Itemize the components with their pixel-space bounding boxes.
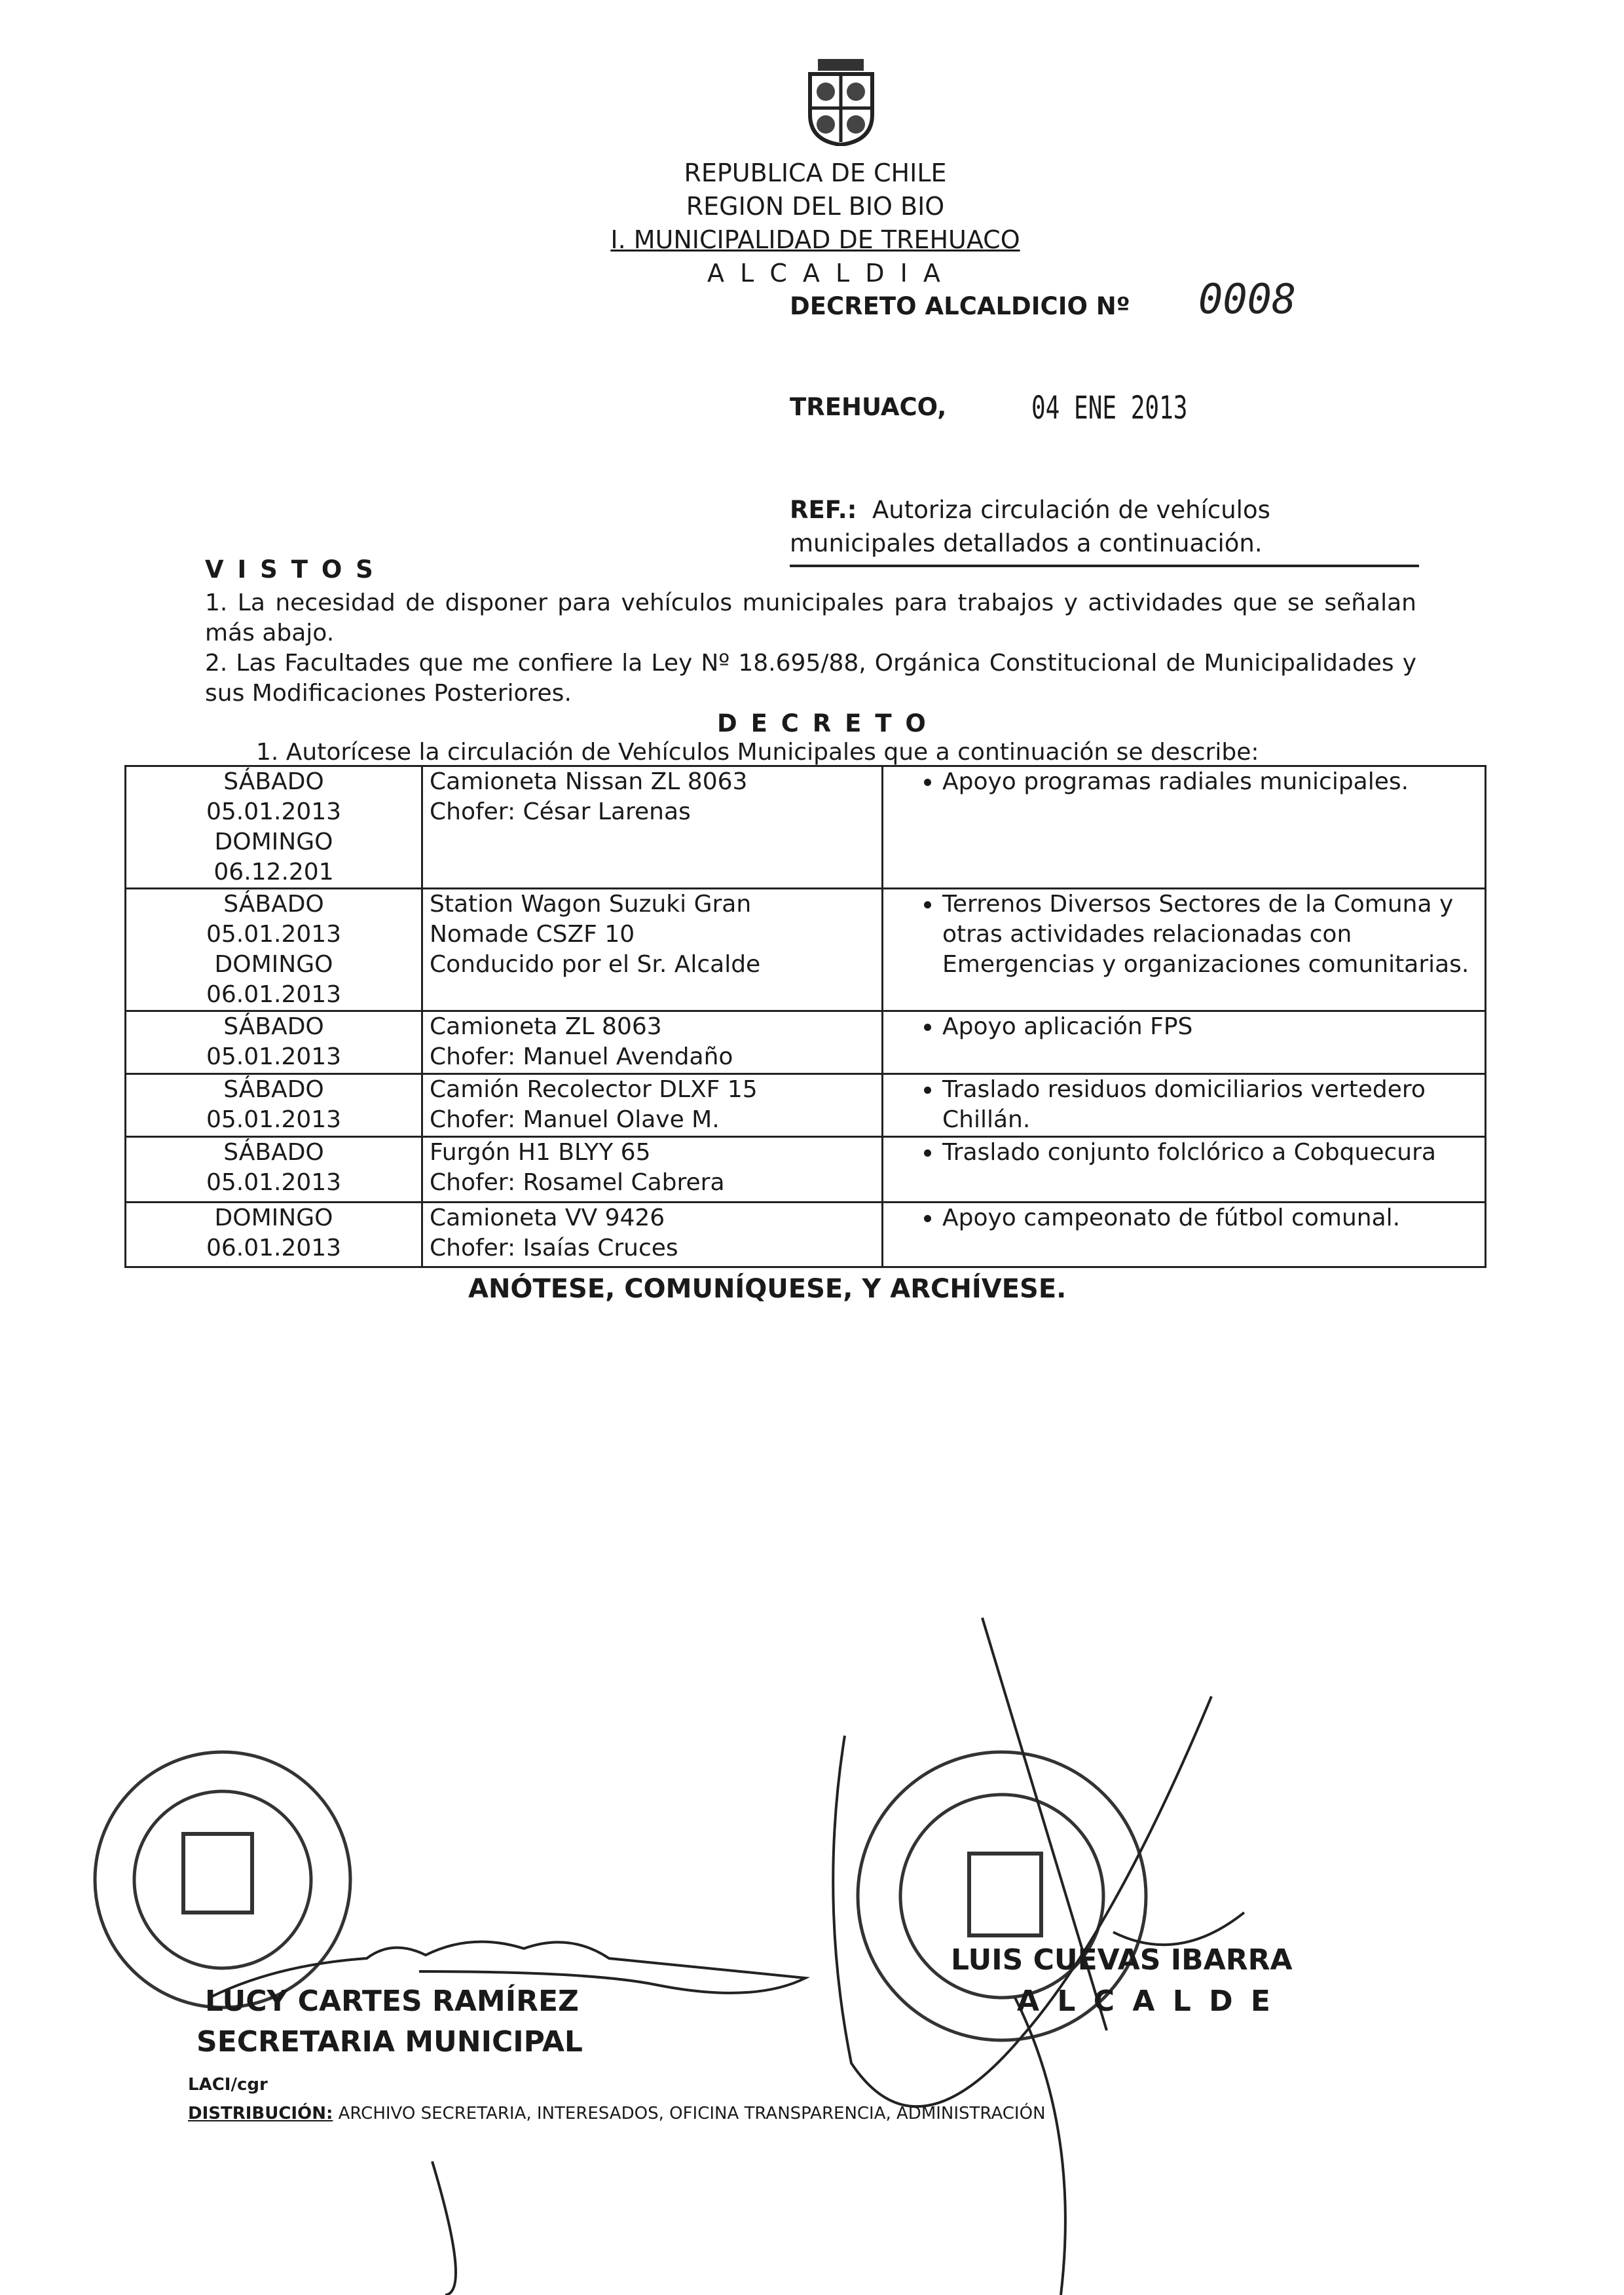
vehicle-line: Chofer: Manuel Olave M.	[430, 1106, 720, 1133]
distribution-list: ARCHIVO SECRETARIA, INTERESADOS, OFICINA TRANSPARENCIA, ADMINISTRACIÓN	[333, 2104, 1046, 2123]
activity-item: • Traslado conjunto folclórico a Cobquecura	[942, 1138, 1478, 1168]
vehicle-line: Camioneta VV 9426	[430, 1204, 665, 1231]
secretary-stamp	[95, 1752, 350, 2007]
vehicles-table	[124, 765, 1486, 1268]
vehicle-cell	[422, 1011, 883, 1074]
vehicle-line: Camioneta ZL 8063	[430, 1013, 662, 1040]
header-country: REPUBLICA DE CHILE	[684, 159, 947, 187]
vehicle-line: Station Wagon Suzuki Gran	[430, 891, 752, 918]
date-line: DOMINGO	[214, 829, 333, 855]
vehicle-line: Camión Recolector DLXF 15	[430, 1076, 758, 1103]
vehicle-cell	[422, 1203, 883, 1267]
vehicle-line: Chofer: Rosamel Cabrera	[430, 1169, 725, 1196]
activity-cell	[883, 1074, 1486, 1137]
date-cell	[126, 1203, 422, 1267]
secretary-title-text: SECRETARIA MUNICIPAL	[196, 2025, 583, 2059]
vehicle-cell	[422, 1137, 883, 1203]
table-row	[126, 889, 1486, 1011]
place-label: TREHUACO,	[790, 393, 947, 421]
activity-item: • Apoyo campeonato de fútbol comunal.	[942, 1203, 1478, 1233]
vehicle-line: Conducido por el Sr. Alcalde	[430, 951, 761, 978]
vehicle-line: Chofer: Isaías Cruces	[430, 1235, 678, 1261]
table-row	[126, 1203, 1486, 1267]
decreto-item-1: 1. Autorícese la circulación de Vehículos Municipales que a continuación se describe:	[256, 739, 1259, 766]
date-line: SÁBADO	[223, 1076, 324, 1103]
date-line: 05.01.2013	[206, 1106, 342, 1133]
vehicle-cell	[422, 766, 883, 889]
activity-item: • Apoyo programas radiales municipales.	[942, 767, 1478, 797]
date-line: 06.01.2013	[206, 1235, 342, 1261]
date-line: SÁBADO	[223, 1139, 324, 1166]
date-cell	[126, 889, 422, 1011]
date-line: DOMINGO	[214, 951, 333, 978]
initials: LACI/cgr	[188, 2075, 268, 2095]
decree-number: 0008	[1198, 275, 1297, 323]
date-line: 05.01.2013	[206, 1169, 342, 1196]
date-line: SÁBADO	[223, 768, 324, 795]
vehicle-line: Chofer: Manuel Avendaño	[430, 1043, 733, 1070]
distribution-label: DISTRIBUCIÓN:	[188, 2104, 333, 2123]
activity-item: • Apoyo aplicación FPS	[942, 1012, 1478, 1042]
secretary-name: LUCY CARTES RAMÍREZ	[205, 1985, 579, 2018]
vistos-item-2: 2. Las Facultades que me confiere la Ley Nº 18.695/88, Orgánica Constitucional de Municipalidades y sus Modificaciones Posteriores.	[205, 650, 1416, 707]
closing-formula: ANÓTESE, COMUNÍQUESE, Y ARCHÍVESE.	[468, 1274, 1067, 1304]
activity-item: • Terrenos Diversos Sectores de la Comuna y otras actividades relacionadas con Emergencias y organizaciones comunitarias.	[942, 889, 1478, 980]
date-line: 05.01.2013	[206, 1043, 342, 1070]
vistos-item-1: 1. La necesidad de disponer para vehículos municipales para trabajos y actividades que se señalan más abajo.	[205, 589, 1416, 646]
municipal-crest-logo	[805, 56, 877, 146]
header-region: REGION DEL BIO BIO	[686, 192, 945, 221]
date-line: 06.01.2013	[206, 981, 342, 1008]
date-line: SÁBADO	[223, 891, 324, 918]
vehicle-cell	[422, 889, 883, 1011]
date-line: 05.01.2013	[206, 798, 342, 825]
date-cell	[126, 766, 422, 889]
activity-cell	[883, 1011, 1486, 1074]
activity-cell	[883, 1137, 1486, 1203]
date-cell	[126, 1137, 422, 1203]
mayor-title: A L C A L D E	[1017, 1985, 1274, 2018]
vehicle-cell	[422, 1074, 883, 1137]
vehicle-line: Nomade CSZF 10	[430, 921, 635, 948]
header-office: A L C A L D I A	[707, 259, 944, 288]
vehicle-line: Furgón H1 BLYY 65	[430, 1139, 651, 1166]
activity-cell	[883, 1203, 1486, 1267]
decree-label: DECRETO ALCALDICIO Nº	[790, 292, 1130, 320]
ref-label: REF.:	[790, 496, 857, 524]
table-row	[126, 1011, 1486, 1074]
activity-cell	[883, 889, 1486, 1011]
ref-line1	[790, 496, 1418, 525]
ref-underline	[790, 565, 1419, 567]
date-cell	[126, 1011, 422, 1074]
activity-cell	[883, 766, 1486, 889]
table-row	[126, 766, 1486, 889]
vistos-title: V I S T O S	[205, 555, 376, 584]
date-line: 05.01.2013	[206, 921, 342, 948]
decreto-title: D E C R E T O	[717, 709, 929, 737]
ref-text-1: Autoriza circulación de vehículos	[872, 496, 1270, 524]
table-row	[126, 1137, 1486, 1203]
date-line: DOMINGO	[214, 1204, 333, 1231]
date-line: SÁBADO	[223, 1013, 324, 1040]
date-cell	[126, 1074, 422, 1137]
distribution	[188, 2104, 1046, 2123]
vehicle-line: Camioneta Nissan ZL 8063	[430, 768, 748, 795]
ref-text-2: municipales detallados a continuación.	[790, 529, 1263, 557]
table-row	[126, 1074, 1486, 1137]
header-municipality: I. MUNICIPALIDAD DE TREHUACO	[610, 225, 1020, 254]
date-line: 06.12.201	[213, 859, 334, 886]
decree-date-stamp: 04 ENE 2013	[1031, 390, 1188, 426]
vehicle-line: Chofer: César Larenas	[430, 798, 691, 825]
mayor-name: LUIS CUEVAS IBARRA	[951, 1943, 1293, 1977]
activity-item: • Traslado residuos domiciliarios vertedero Chillán.	[942, 1075, 1478, 1135]
